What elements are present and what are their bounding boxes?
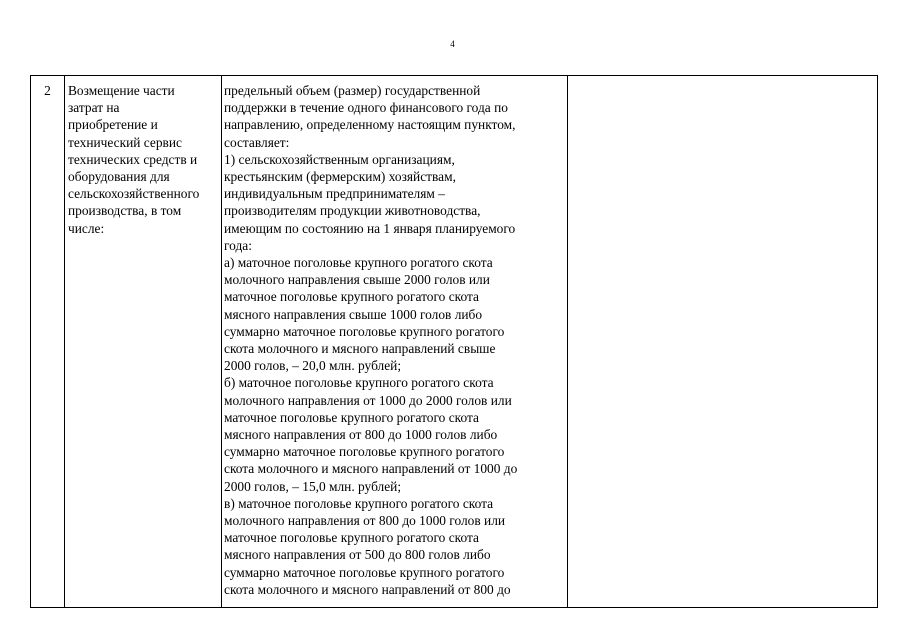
conditions-text-line: а) маточное поголовье крупного рогатого скота xyxy=(224,255,493,271)
page-number: 4 xyxy=(450,39,455,49)
conditions-text-line: суммарно маточное поголовье крупного рогатого xyxy=(224,444,505,460)
conditions-text-line: молочного направления от 800 до 1000 голов или xyxy=(224,513,506,529)
conditions-text-line: в) маточное поголовье крупного рогатого скота xyxy=(224,495,494,511)
conditions-text-line: мясного направления свыше 1000 голов либо xyxy=(224,306,483,322)
conditions-text-line: года: xyxy=(224,237,252,253)
conditions-text-line: суммарно маточное поголовье крупного рогатого xyxy=(224,323,505,339)
conditions-text-line: мясного направления от 500 до 800 голов либо xyxy=(224,547,491,563)
row-number: 2 xyxy=(44,83,51,98)
measure-name-line: производства, в том xyxy=(68,203,182,219)
measure-name-line: сельскохозяйственного xyxy=(68,186,200,202)
measure-name-cell xyxy=(65,76,222,608)
table-row xyxy=(31,76,878,608)
measure-name-line: приобретение и xyxy=(68,117,158,133)
measure-name-line: числе: xyxy=(68,220,105,236)
conditions-text-line: мясного направления от 800 до 1000 голов либо xyxy=(224,427,498,443)
conditions-text-line: скота молочного и мясного направлений от 800 до xyxy=(224,581,511,597)
conditions-text-line: суммарно маточное поголовье крупного рогатого xyxy=(224,564,505,580)
conditions-text-line: скота молочного и мясного направлений от 1000 до xyxy=(224,461,518,477)
conditions-text-line: индивидуальным предпринимателям – xyxy=(224,186,445,202)
conditions-text-line: 2000 голов, – 15,0 млн. рублей; xyxy=(224,478,402,494)
conditions-text-line: крестьянским (фермерским) хозяйствам, xyxy=(224,169,456,185)
measure-name-line: технический сервис xyxy=(68,134,182,150)
conditions-text-line: направлению, определенному настоящим пунктом, xyxy=(224,117,516,133)
conditions-text-line: 2000 голов, – 20,0 млн. рублей; xyxy=(224,358,402,374)
conditions-text-line: составляет: xyxy=(224,134,290,150)
conditions-text-line: маточное поголовье крупного рогатого скота xyxy=(224,530,479,546)
conditions-text-line: производителям продукции животноводства, xyxy=(224,203,481,219)
subsidy-table xyxy=(30,75,878,608)
measure-name-line: технических средств и xyxy=(68,151,198,167)
measure-name-line: Возмещение части xyxy=(68,83,175,98)
conditions-text-line: поддержки в течение одного финансового года по xyxy=(224,100,508,116)
row-number-cell xyxy=(31,76,65,608)
conditions-text-line: маточное поголовье крупного рогатого скота xyxy=(224,409,479,425)
conditions-text-line: молочного направления свыше 2000 голов или xyxy=(224,272,490,288)
measure-name-line: оборудования для xyxy=(68,169,170,185)
conditions-text-line: имеющим по состоянию на 1 января планируемого xyxy=(224,220,516,236)
empty-cell xyxy=(568,76,878,608)
conditions-text-line: предельный объем (размер) государственной xyxy=(224,83,481,98)
measure-name-line: затрат на xyxy=(68,100,120,116)
conditions-text-line: молочного направления от 1000 до 2000 голов или xyxy=(224,392,512,408)
conditions-text xyxy=(224,82,565,598)
conditions-text-line: б) маточное поголовье крупного рогатого скота xyxy=(224,375,494,391)
measure-name xyxy=(68,82,219,237)
conditions-text-line: маточное поголовье крупного рогатого скота xyxy=(224,289,479,305)
conditions-cell xyxy=(222,76,568,608)
conditions-text-line: 1) сельскохозяйственным организациям, xyxy=(224,151,455,167)
conditions-text-line: скота молочного и мясного направлений свыше xyxy=(224,341,496,357)
